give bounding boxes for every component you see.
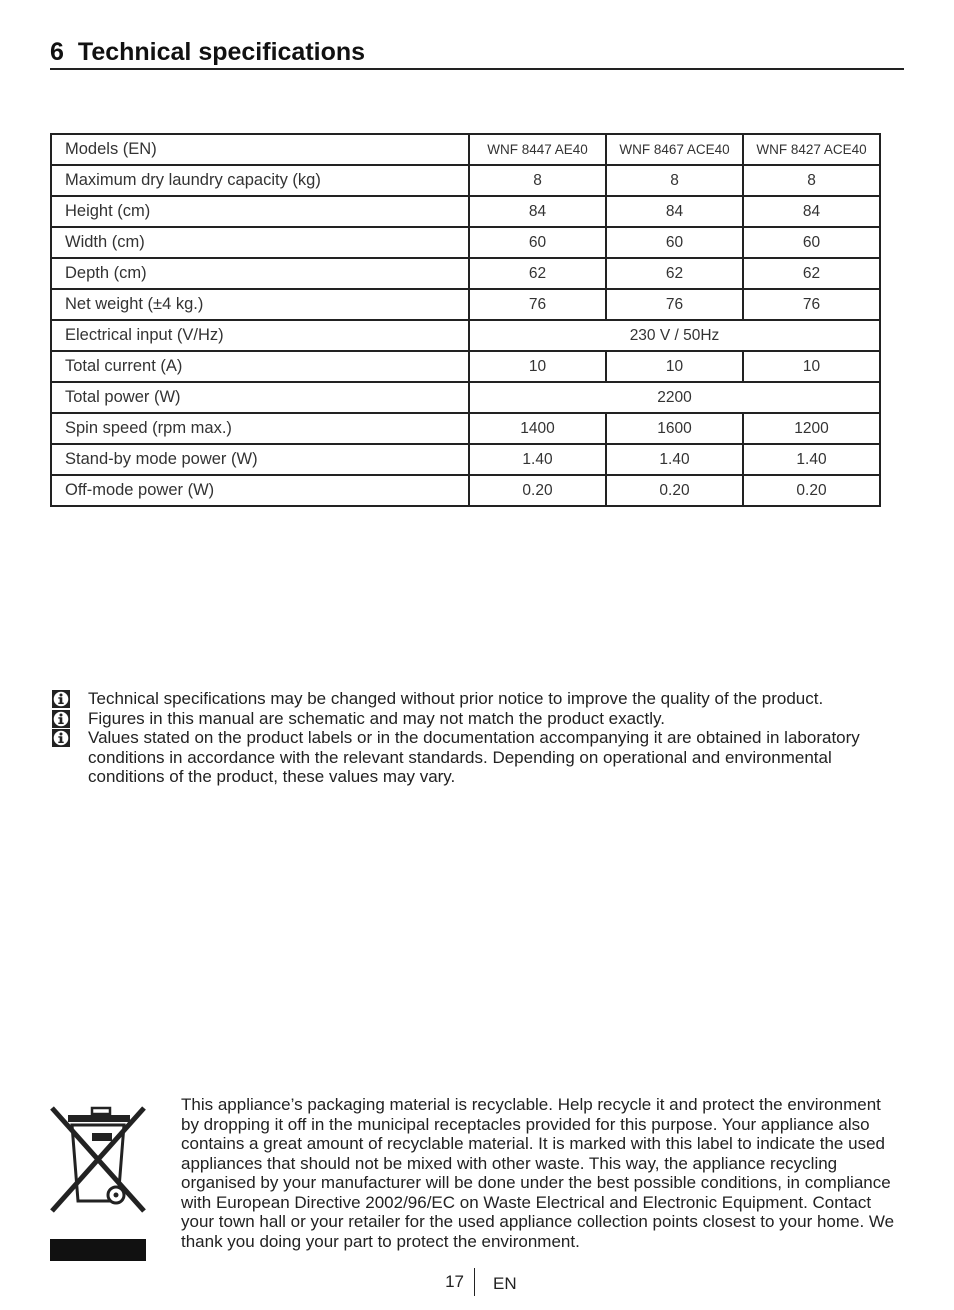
spec-row — [51, 382, 880, 413]
spec-label: Total current (A) — [51, 351, 469, 382]
spec-value: 1.40 — [743, 444, 880, 475]
spec-value: 10 — [469, 351, 606, 382]
spec-value: 1200 — [743, 413, 880, 444]
spec-value: 62 — [743, 258, 880, 289]
spec-value: 0.20 — [469, 475, 606, 506]
section-heading — [50, 36, 904, 70]
footer-divider — [474, 1268, 475, 1296]
spec-value: 76 — [606, 289, 743, 320]
spec-value: 62 — [469, 258, 606, 289]
section-title: Technical specifications — [77, 38, 366, 66]
spec-label: Width (cm) — [51, 227, 469, 258]
spec-row — [51, 227, 880, 258]
crossed-out-bin-icon — [50, 1103, 146, 1263]
spec-value: 8 — [606, 165, 743, 196]
spec-label: Electrical input (V/Hz) — [51, 320, 469, 351]
spec-label: Depth (cm) — [51, 258, 469, 289]
spec-row — [51, 351, 880, 382]
section-number: 6 — [50, 38, 64, 66]
info-note: Technical specifications may be changed without prior notice to improve the quality of the product. — [52, 689, 902, 709]
spec-value: 62 — [606, 258, 743, 289]
spec-row — [51, 165, 880, 196]
spec-table — [50, 133, 881, 507]
spec-value-merged: 2200 — [469, 382, 880, 413]
spec-row — [51, 258, 880, 289]
spec-row — [51, 475, 880, 506]
info-notes — [52, 689, 902, 787]
spec-row — [51, 196, 880, 227]
spec-label: Net weight (±4 kg.) — [51, 289, 469, 320]
spec-value: 10 — [743, 351, 880, 382]
model-header: WNF 8447 AE40 — [469, 134, 606, 165]
info-icon — [52, 690, 70, 708]
spec-label: Total power (W) — [51, 382, 469, 413]
spec-value: 60 — [606, 227, 743, 258]
spec-value: 84 — [469, 196, 606, 227]
page-number: 17 — [445, 1272, 464, 1291]
spec-value: 1.40 — [606, 444, 743, 475]
page-footer — [400, 1268, 560, 1296]
spec-label: Height (cm) — [51, 196, 469, 227]
spec-value: 60 — [469, 227, 606, 258]
spec-row — [51, 444, 880, 475]
spec-value: 60 — [743, 227, 880, 258]
spec-value: 0.20 — [743, 475, 880, 506]
info-icon — [52, 729, 70, 747]
model-header: WNF 8467 ACE40 — [606, 134, 743, 165]
spec-value: 8 — [743, 165, 880, 196]
spec-label: Stand-by mode power (W) — [51, 444, 469, 475]
spec-row — [51, 320, 880, 351]
spec-value: 84 — [743, 196, 880, 227]
spec-value: 0.20 — [606, 475, 743, 506]
spec-value: 84 — [606, 196, 743, 227]
spec-value: 1600 — [606, 413, 743, 444]
spec-row — [51, 134, 880, 165]
spec-label: Off-mode power (W) — [51, 475, 469, 506]
spec-value: 76 — [469, 289, 606, 320]
spec-label: Models (EN) — [51, 134, 469, 165]
spec-value: 1400 — [469, 413, 606, 444]
spec-value: 76 — [743, 289, 880, 320]
spec-value: 8 — [469, 165, 606, 196]
info-note: Values stated on the product labels or in the documentation accompanying it are obtained in laboratory conditions in accordance with the relevant standards. Depending on operational and environmental conditions of the product, these values may vary. — [52, 728, 902, 787]
spec-value: 1.40 — [469, 444, 606, 475]
info-icon — [52, 710, 70, 728]
spec-row — [51, 413, 880, 444]
model-header: WNF 8427 ACE40 — [743, 134, 880, 165]
spec-label: Maximum dry laundry capacity (kg) — [51, 165, 469, 196]
spec-label: Spin speed (rpm max.) — [51, 413, 469, 444]
spec-row — [51, 289, 880, 320]
spec-value: 10 — [606, 351, 743, 382]
recycling-paragraph: This appliance’s packaging material is recyclable. Help recycle it and protect the environment by dropping it off in the municipal receptacles provided for this purpose. Your appliance also contains a great amount of recyclable material. It is marked with this label to indicate the used appliances that should not be mixed with other waste. This way, the appliance recycling organised by your manufacturer will be done under the best possible conditions, in compliance with European Directive 2002/96/EC on Waste Electrical and Electronic Equipment. Contact your town hall or your retailer for the used appliance collection points closest to your home. We thank you doing your part to protect the environment. — [181, 1095, 895, 1251]
language-code: EN — [493, 1274, 517, 1293]
info-note: Figures in this manual are schematic and may not match the product exactly. — [52, 709, 902, 729]
spec-value-merged: 230 V / 50Hz — [469, 320, 880, 351]
